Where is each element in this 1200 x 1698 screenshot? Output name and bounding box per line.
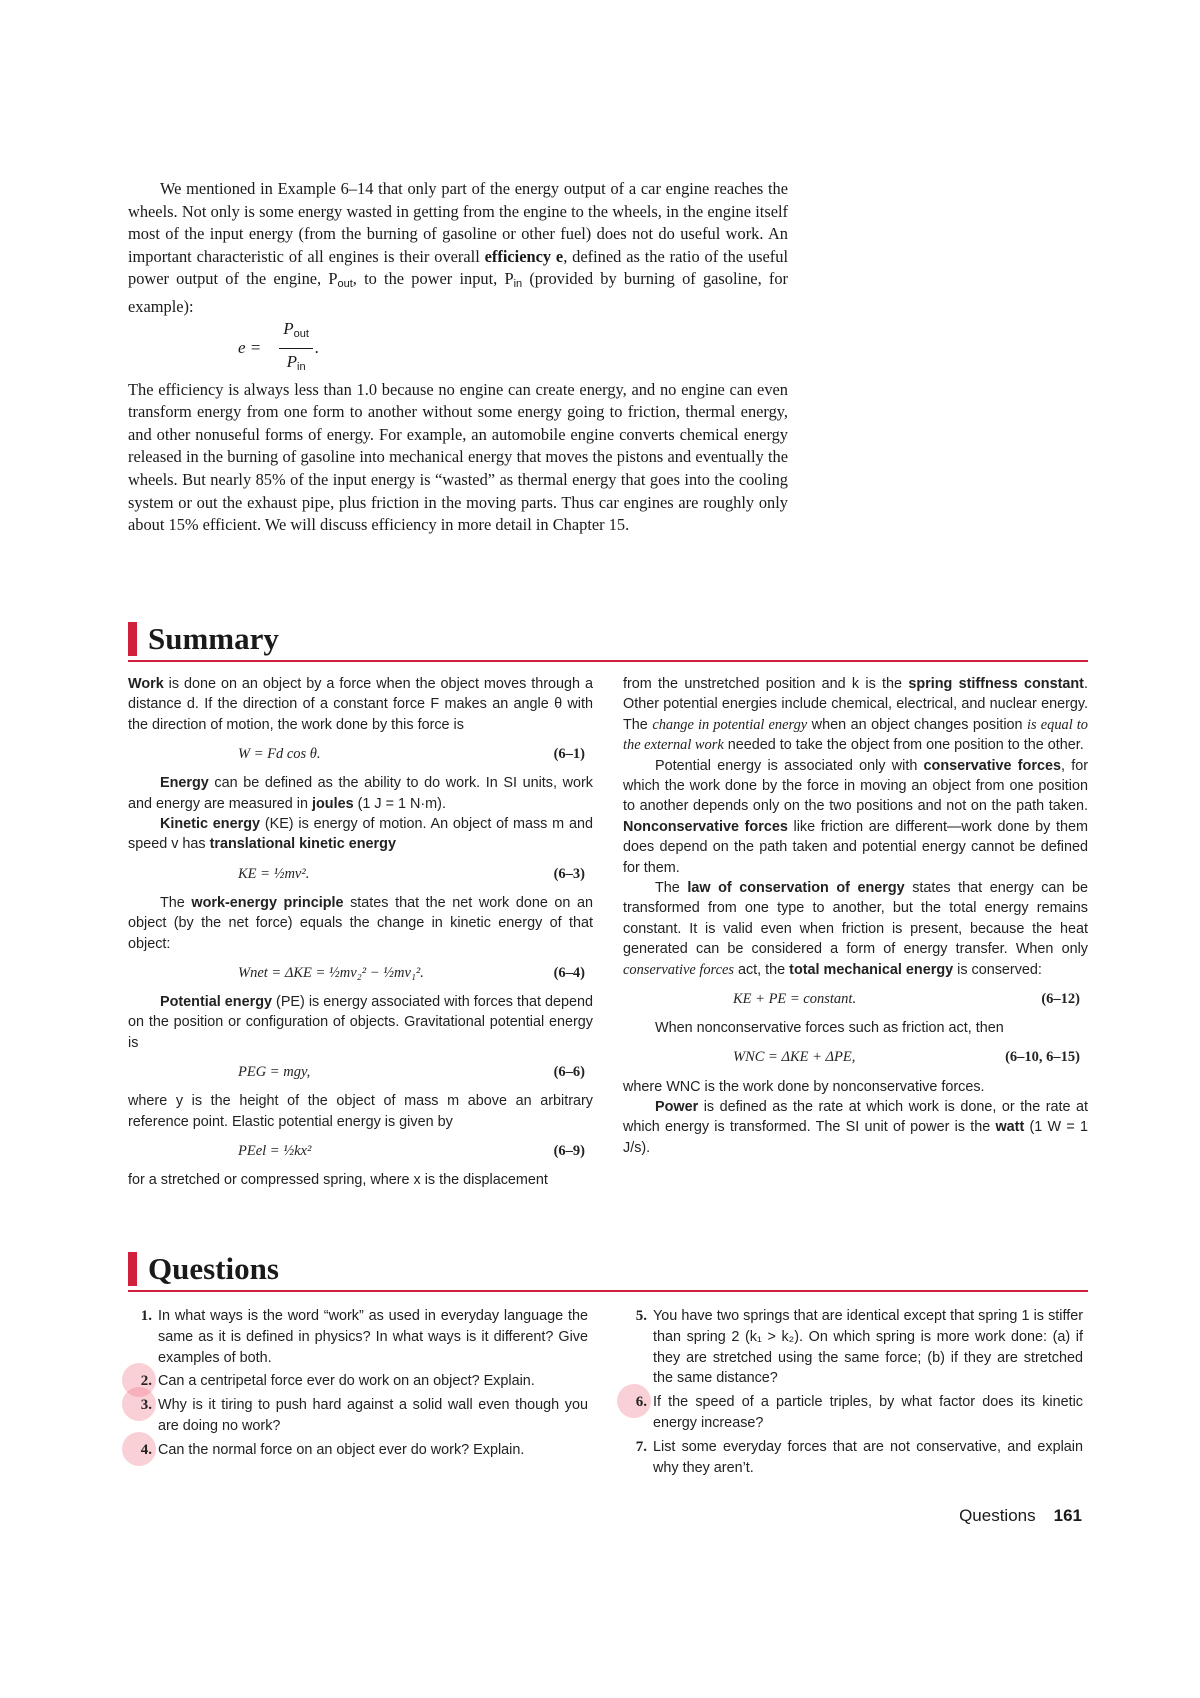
summary-left-column: Work is done on an object by a force when the object moves through a distance d. If the direction of a constant force F makes an angle θ with the direction of motion, the work done by this force is W = Fd cos θ. (6–1) Energy can be defined as the ability to do work. In SI units, work and energy are measured in joules (1 J = 1 N·m). Kinetic energy (KE) is energy of motion. An object of mass m and speed v has translational kinetic energy KE = ½mv². (6–3) The work-energy principle states that the net work done on an object (by the net force) equals the change in kinetic energy of that object: Wnet = ΔKE = ½mv₂² − ½mv₁². (6–4) Potential energy (PE) is energy associated with forces that depend on the position or configuration of objects. Gravitational potential energy is PEG = mgy, (6–6) where y is the height of the object of mass m above an arbitrary reference point. Elastic potential energy is given by PEel = ½kx² (6–9) for a stretched or compressed spring, where x is the displacement <box>128 676 594 1189</box>
equation-6-3: KE = ½mv². (6–3) <box>238 865 585 882</box>
efficiency-fraction: $\frac{P_{out}}{P_{in}}$ <box>279 318 313 378</box>
intro-paragraph-2: The efficiency is always less than 1.0 because no engine can create energy, and no engine can even transform energy from one form to another without some energy going to friction, thermal energy, and other nonuseful forms of energy. For example, an automobile engine converts chemical energy released in the burning of gasoline into mechanical energy that moves the pistons and eventually the wheels. But nearly 85% of the input energy is “wasted” as thermal energy that goes into the cooling system or out the exhaust pipe, plus friction in the moving parts. Thus car engines are roughly only about 15% efficient. We will discuss efficiency in more detail in Chapter 15. <box>128 379 788 535</box>
efficiency-term: efficiency e <box>484 246 564 266</box>
question-item: 3. Why is it tiring to push hard against a solid wall even though you are doing no work? <box>128 1395 588 1437</box>
page-number: 161 <box>1053 1506 1082 1525</box>
question-item: 1. In what ways is the word “work” as used in everyday language the same as it is defined in physics? In what ways is it different? Give examples of both. <box>140 1308 588 1366</box>
summary-title: Summary <box>148 621 279 656</box>
questions-header <box>128 1250 1088 1292</box>
question-item: 2. Can a centripetal force ever do work on an object? Explain. <box>128 1371 588 1392</box>
equation-6-10-6-15: WNC = ΔKE + ΔPE, (6–10, 6–15) <box>733 1049 1080 1066</box>
question-item: 6. If the speed of a particle triples, by what factor does its kinetic energy increase? <box>623 1392 1083 1434</box>
efficiency-equation: e = $\frac{P_{out}}{P_{in}}$ . <box>238 319 788 379</box>
footer-section: Questions <box>959 1506 1036 1525</box>
intro-text <box>128 178 788 537</box>
section-marker <box>128 1252 137 1286</box>
questions-right-column <box>623 1306 1083 1481</box>
equation-6-12: KE + PE = constant. (6–12) <box>733 990 1080 1007</box>
page-footer <box>959 1506 1082 1526</box>
question-item: 7. List some everyday forces that are not conservative, and explain why they aren’t. <box>635 1438 1083 1476</box>
summary-header <box>128 620 1088 662</box>
question-item: 4. Can the normal force on an object ever do work? Explain. <box>128 1440 588 1461</box>
equation-6-9: PEel = ½kx² (6–9) <box>238 1142 585 1159</box>
questions-left-column <box>128 1306 588 1464</box>
equation-6-4: Wnet = ΔKE = ½mv₂² − ½mv₁². (6–4) <box>238 964 585 981</box>
equation-6-6: PEG = mgy, (6–6) <box>238 1064 585 1081</box>
question-item: 5. You have two springs that are identical except that spring 1 is stiffer than spring 2 (k₁ > k₂). On which spring is more work done: (a) if they are stretched using the same force; (b) if they are stretched the same distance? <box>635 1308 1083 1387</box>
intro-paragraph-1: We mentioned in Example 6–14 that only part of the energy output of a car engine reaches the wheels. Not only is some energy wasted in getting from the engine to the wheels, in the engine itself most of the input energy (from the burning of gasoline or other fuel) does not do useful work. An important characteristic of all engines is their overall efficiency e, defined as the ratio of the useful power output of the engine, $P_{out}$, to the power input, $P_{in}$ (provided by burning of gasoline, for example): <box>128 179 788 316</box>
section-marker <box>128 622 137 656</box>
equation-6-1: W = Fd cos θ. (6–1) <box>238 746 585 763</box>
summary-right-column: from the unstretched position and k is the spring stiffness constant. Other potential energies include chemical, electrical, and nuclear energy. The change in potential energy when an object changes position is equal to the external work needed to take the object from one position to the other. Potential energy is associated only with conservative forces, for which the work done by the force in moving an object from one position to another depends only on the two positions and not on the path taken. Nonconservative forces like friction are different—work done by them does depend on the path taken and potential energy cannot be defined for them. The law of conservation of energy states that energy can be transformed from one type to another, but the total energy remains constant. It is valid even when friction is present, because the heat generated can be considered a form of energy transfer. When only conservative forces act, the total mechanical energy is conserved: KE + PE = constant. (6–12) When nonconservative forces such as friction act, then WNC = ΔKE + ΔPE, (6–10, 6–15) where WNC is the work done by nonconservative forces. Power is defined as the rate at which work is done, or the rate at which energy is transformed. The SI unit of power is the watt (1 W = 1 J/s). <box>623 676 1089 1156</box>
questions-title: Questions <box>148 1251 279 1286</box>
